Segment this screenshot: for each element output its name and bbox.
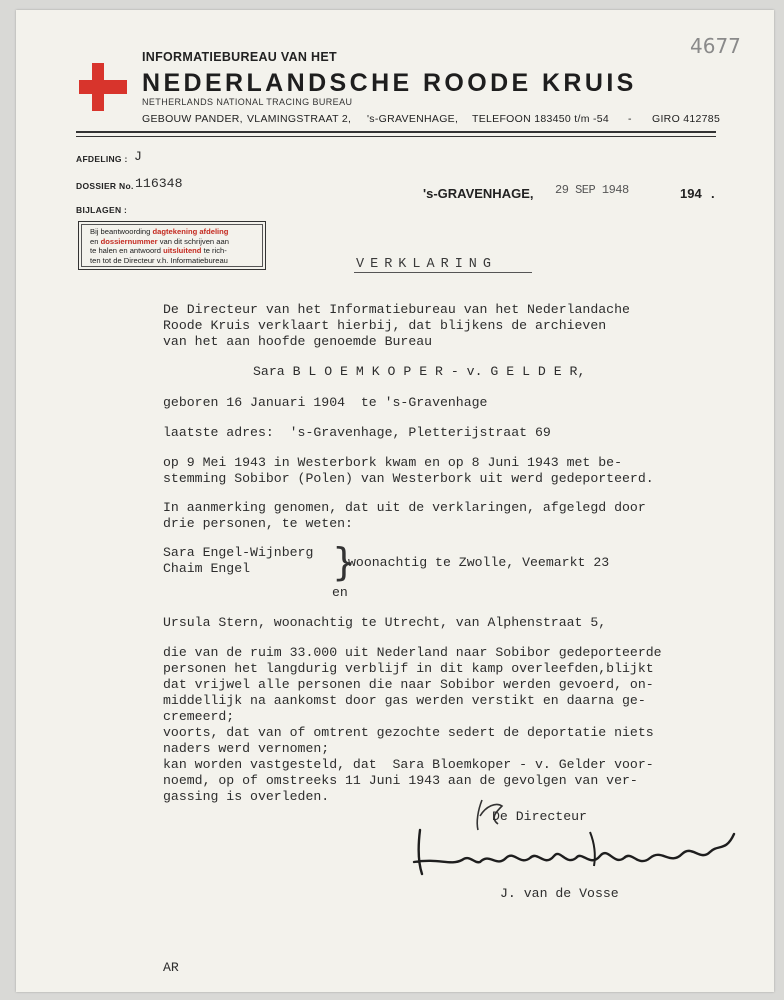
brace-symbol: } xyxy=(332,540,357,584)
typist-initials: AR xyxy=(163,960,179,975)
notice-emphasis: dossiernummer xyxy=(100,236,158,246)
org-subtitle: NETHERLANDS NATIONAL TRACING BUREAU xyxy=(142,97,353,107)
address-street: VLAMINGSTRAAT 2, xyxy=(247,113,352,125)
conjunction: en xyxy=(332,585,348,600)
intro-line: Roode Kruis verklaart hierbij, dat blijkens de archieven xyxy=(163,318,607,333)
dossier-value: 116348 xyxy=(135,176,183,191)
letterhead-rule-thin xyxy=(76,136,716,137)
notice-text: ten tot de Directeur v.h. Informatiebureau xyxy=(90,255,228,265)
afdeling-value: J xyxy=(134,149,142,164)
conclusion-line: gassing is overleden. xyxy=(163,789,330,804)
afdeling-label: AFDELING : xyxy=(76,154,128,164)
deport-line: op 9 Mei 1943 in Westerbork kwam en op 8 Juni 1943 met be- xyxy=(163,455,622,470)
witness-intro-line: In aanmerking genomen, dat uit de verklaringen, afgelegd door xyxy=(163,500,646,515)
intro-line: van het aan hoofde genoemde Bureau xyxy=(163,334,433,349)
address-building: GEBOUW PANDER, xyxy=(142,113,243,125)
archive-number: 4677 xyxy=(690,34,741,58)
witness-intro-line: drie personen, te weten: xyxy=(163,516,353,531)
letterhead-rule xyxy=(76,131,716,133)
reply-notice-box xyxy=(78,221,266,270)
witness-name: Sara Engel-Wijnberg xyxy=(163,545,314,560)
notice-text: te halen en antwoord xyxy=(90,246,161,256)
witness-name: Ursula Stern, woonachtig te Utrecht, van Alphenstraat 5, xyxy=(163,615,607,630)
person-name: Sara B L O E M K O P E R - v. G E L D E R, xyxy=(253,364,586,379)
org-name: NEDERLANDSCHE ROODE KRUIS xyxy=(142,69,637,97)
notice-emphasis: uitsluitend xyxy=(163,246,202,256)
director-role: De Directeur xyxy=(492,809,587,824)
conclusion-line: naders werd vernomen; xyxy=(163,741,330,756)
bijlagen-label: BIJLAGEN : xyxy=(76,205,128,215)
conclusion-line: kan worden vastgesteld, dat Sara Bloemkoper - v. Gelder voor- xyxy=(163,757,654,772)
year-prefix: 194 xyxy=(680,186,702,201)
date-stamp: 29 SEP 1948 xyxy=(555,183,629,197)
notice-text: Bij beantwoording xyxy=(90,227,151,236)
conclusion-line: die van de ruim 33.000 uit Nederland naar Sobibor gedeporteerde xyxy=(163,645,662,660)
place: 's-GRAVENHAGE, xyxy=(423,186,534,201)
giro-number: GIRO 412785 xyxy=(652,113,721,125)
birth-line: geboren 16 Januari 1904 te 's-Gravenhage xyxy=(163,395,488,410)
intro-line: De Directeur van het Informatiebureau van het Nederlandache xyxy=(163,302,630,317)
notice-text: van dit schrijven aan xyxy=(159,236,229,246)
address-city: 's-GRAVENHAGE, xyxy=(367,113,459,125)
conclusion-line: dat vrijwel alle personen die naar Sobibor werden gevoerd, on- xyxy=(163,677,654,692)
org-top-line: INFORMATIEBUREAU VAN HET xyxy=(142,50,337,64)
telephone: TELEFOON 183450 t/m -54 xyxy=(472,113,610,125)
conclusion-line: noemd, op of omstreeks 11 Juni 1943 aan de gevolgen van ver- xyxy=(163,773,638,788)
notice-text: en xyxy=(90,236,99,246)
conclusion-line: personen het langdurig verblijf in dit kamp overleefden,blijkt xyxy=(163,661,654,676)
signature xyxy=(410,822,750,882)
title-underline xyxy=(354,272,532,273)
notice-emphasis: dagtekening afdeling xyxy=(152,227,229,236)
conclusion-line: voorts, dat van of omtrent gezochte sedert de deportatie niets xyxy=(163,725,654,740)
witness-residence: woonachtig te Zwolle, Veemarkt 23 xyxy=(348,555,610,570)
last-address-line: laatste adres: 's-Gravenhage, Pletterijstraat 69 xyxy=(163,425,551,440)
witness-name: Chaim Engel xyxy=(163,561,251,576)
conclusion-line: middellijk na aankomst door gas werden verstikt en daarna ge- xyxy=(163,693,646,708)
dossier-label: DOSSIER No. xyxy=(76,181,134,191)
conclusion-line: cremeerd; xyxy=(163,709,235,724)
address-dash: - xyxy=(628,113,632,125)
deport-line: stemming Sobibor (Polen) van Westerbork uit werd gedeporteerd. xyxy=(163,471,654,486)
director-name: J. van de Vosse xyxy=(500,886,619,901)
document-title: VERKLARING xyxy=(356,257,498,272)
year-dot: . xyxy=(711,186,715,201)
notice-text: te rich- xyxy=(203,246,227,256)
